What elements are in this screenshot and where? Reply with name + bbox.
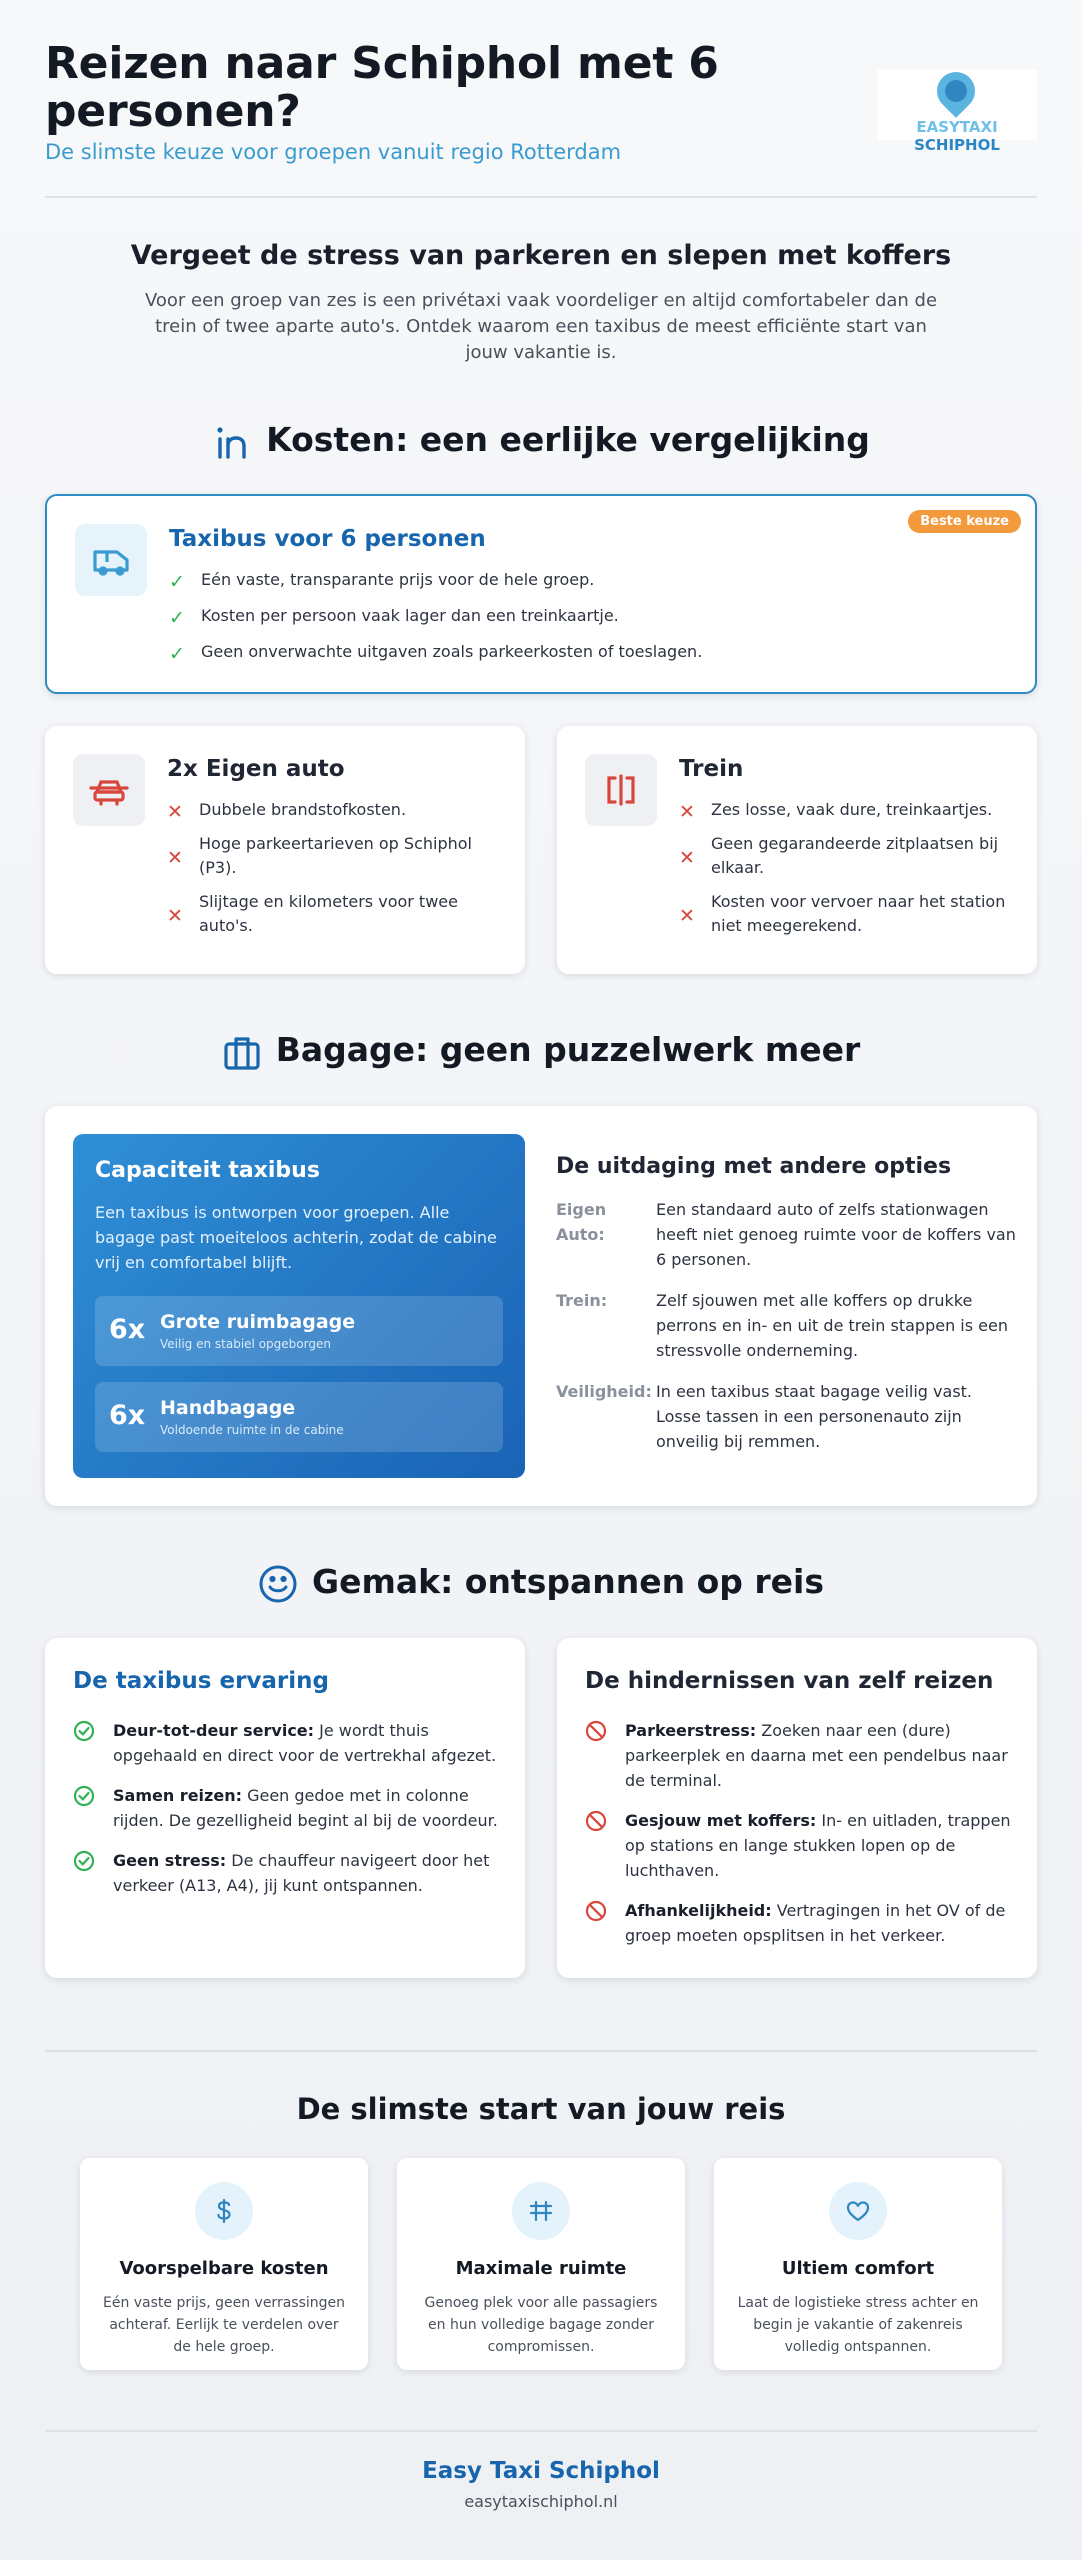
train-cost-card	[557, 726, 1037, 974]
intro-title: Vergeet de stress van parkeren en slepen met koffers	[130, 240, 952, 271]
cross-icon: ✕	[167, 847, 183, 869]
feature-text: Genoeg plek voor alle passagiers en hun volledige bagage zonder compromissen.	[424, 2295, 658, 2355]
check-icon: ✓	[169, 643, 185, 665]
list-item: ✓ Kosten per persoon vaak lager dan een treinkaartje.	[169, 606, 619, 629]
brand-logo[interactable]	[877, 70, 1037, 154]
cross-icon: ✕	[167, 905, 183, 927]
check-circle-icon	[73, 1720, 95, 1742]
card-title: De hindernissen van zelf reizen	[585, 1668, 994, 1694]
luggage-item: 6x Handbagage Voldoende ruimte in de cabine	[95, 1382, 503, 1452]
prohibited-icon	[585, 1720, 607, 1742]
own-car-cost-card	[45, 726, 525, 974]
divider	[45, 196, 1037, 198]
list-item: ✕ Dubbele brandstofkosten.	[167, 800, 407, 823]
drawback-list	[167, 798, 497, 938]
challenge-title: De uitdaging met andere opties	[556, 1154, 952, 1179]
header	[45, 40, 1037, 170]
list-item: Parkeerstress: Zoeken naar een (dure) parkeerplek en daarna met een pendelbus naar de terminal.	[585, 1718, 1025, 1793]
benefit-list	[169, 568, 702, 664]
challenge-row: Eigen Auto: Een standaard auto of zelfs stationwagen heeft niet genoeg ruimte voor de koffers van 6 personen.	[556, 1200, 1016, 1269]
dollar-icon	[195, 2182, 253, 2240]
prohibited-icon	[585, 1900, 607, 1922]
list-item: ✕ Zes losse, vaak dure, treinkaartjes.	[679, 800, 993, 823]
page-title: Reizen naar Schiphol met 6 personen?	[45, 38, 719, 137]
list-item: Samen reizen: Geen gedoe met in colonne rijden. De gezelligheid begint al bij de voordeur.	[73, 1783, 513, 1833]
briefcase-icon	[222, 1032, 262, 1072]
feature-text: Laat de logistieke stress achter en begin je vakantie of zakenreis volledig ontspannen.	[737, 2295, 979, 2355]
train-icon	[585, 754, 657, 826]
list-item: Gesjouw met koffers: In- en uitladen, trappen op stations en lange stukken lopen op de luchthaven.	[585, 1808, 1025, 1883]
logo-text: EASYTAXI SCHIPHOL	[914, 118, 1000, 154]
drawback-list	[679, 798, 1009, 938]
feature-title: Maximale ruimte	[455, 2258, 627, 2279]
list-item: ✕ Slijtage en kilometers voor twee auto's.	[167, 892, 458, 935]
self-travel-card	[557, 1638, 1037, 1978]
feature-card	[714, 2158, 1002, 2370]
capacity-title: Capaciteit taxibus	[95, 1158, 320, 1183]
intro-text: Voor een groep van zes is een privétaxi vaak voordeliger en altijd comfortabeler dan de trein of twee aparte auto's. Ontdek waarom een taxibus de meest efficiënte start van jouw vakantie is.	[144, 290, 938, 363]
baggage-heading: Bagage: geen puzzelwerk meer	[45, 1030, 1037, 1072]
best-choice-badge: Beste keuze	[908, 510, 1021, 533]
card-title: De taxibus ervaring	[73, 1668, 329, 1694]
cross-icon: ✕	[679, 905, 695, 927]
prohibited-icon	[585, 1810, 607, 1832]
feature-text: Eén vaste prijs, geen verrassingen achteraf. Eerlijk te verdelen over de hele groep.	[102, 2295, 345, 2355]
card-title: Taxibus voor 6 personen	[169, 526, 486, 552]
cross-icon: ✕	[679, 847, 695, 869]
list-item: ✕ Geen gegarandeerde zitplaatsen bij elkaar.	[679, 834, 999, 877]
divider	[45, 2050, 1037, 2052]
obstacle-list	[585, 1718, 1025, 1963]
taxibus-cost-card	[45, 494, 1037, 694]
footer-title: Easy Taxi Schiphol	[422, 2458, 660, 2484]
check-icon: ✓	[169, 607, 185, 629]
capacity-panel	[73, 1134, 525, 1478]
challenge-row: Veiligheid: In een taxibus staat bagage veilig vast. Losse tassen in een personenauto zijn onveilig bij remmen.	[556, 1382, 973, 1451]
feature-title: Ultiem comfort	[781, 2258, 935, 2279]
check-circle-icon	[73, 1785, 95, 1807]
page-subtitle: De slimste keuze voor groepen vanuit regio Rotterdam	[45, 140, 622, 164]
cross-icon: ✕	[167, 801, 183, 823]
challenge-panel	[556, 1154, 1016, 1470]
list-item: ✓ Eén vaste, transparante prijs voor de hele groep.	[169, 570, 595, 593]
heart-icon	[829, 2182, 887, 2240]
feature-card	[80, 2158, 368, 2370]
experience-list	[73, 1718, 513, 1913]
baggage-card	[45, 1106, 1037, 1506]
space-icon	[512, 2182, 570, 2240]
divider	[45, 2430, 1037, 2432]
list-item: Deur-tot-deur service: Je wordt thuis opgehaald en direct voor de vertrekhal afgezet.	[73, 1718, 513, 1768]
linkedin-icon	[212, 422, 252, 462]
cross-icon: ✕	[679, 801, 695, 823]
taxi-experience-card	[45, 1638, 525, 1978]
check-circle-icon	[73, 1850, 95, 1872]
card-title: Trein	[679, 756, 744, 782]
check-icon: ✓	[169, 571, 185, 593]
feature-card	[397, 2158, 685, 2370]
smart-start-heading: De slimste start van jouw reis	[296, 2092, 786, 2126]
card-title: 2x Eigen auto	[167, 756, 345, 782]
footer-url-link[interactable]: easytaxischiphol.nl	[464, 2492, 618, 2511]
luggage-item: 6x Grote ruimbagage Veilig en stabiel opgeborgen	[95, 1296, 503, 1366]
car-icon	[73, 754, 145, 826]
capacity-text: Een taxibus is ontworpen voor groepen. Alle bagage past moeiteloos achterin, zodat de cabine vrij en comfortabel blijft.	[95, 1203, 497, 1272]
list-item: ✓ Geen onverwachte uitgaven zoals parkeerkosten of toeslagen.	[169, 642, 703, 665]
list-item: ✕ Kosten voor vervoer naar het station niet meegerekend.	[679, 892, 1006, 935]
costs-heading: Kosten: een eerlijke vergelijking	[45, 420, 1037, 462]
location-pin-icon	[929, 64, 983, 118]
van-icon	[75, 524, 147, 596]
list-item: Geen stress: De chauffeur navigeert door het verkeer (A13, A4), jij kunt ontspannen.	[73, 1848, 513, 1898]
list-item: Afhankelijkheid: Vertragingen in het OV of de groep moeten opsplitsen in het verkeer.	[585, 1898, 1025, 1948]
challenge-row: Trein: Zelf sjouwen met alle koffers op drukke perrons en in- en uit de trein stappen is een stressvolle onderneming.	[556, 1291, 1008, 1360]
list-item: ✕ Hoge parkeertarieven op Schiphol (P3).	[167, 834, 472, 877]
comfort-heading: Gemak: ontspannen op reis	[45, 1562, 1037, 1604]
smiley-icon	[258, 1564, 298, 1604]
feature-title: Voorspelbare kosten	[119, 2258, 329, 2279]
